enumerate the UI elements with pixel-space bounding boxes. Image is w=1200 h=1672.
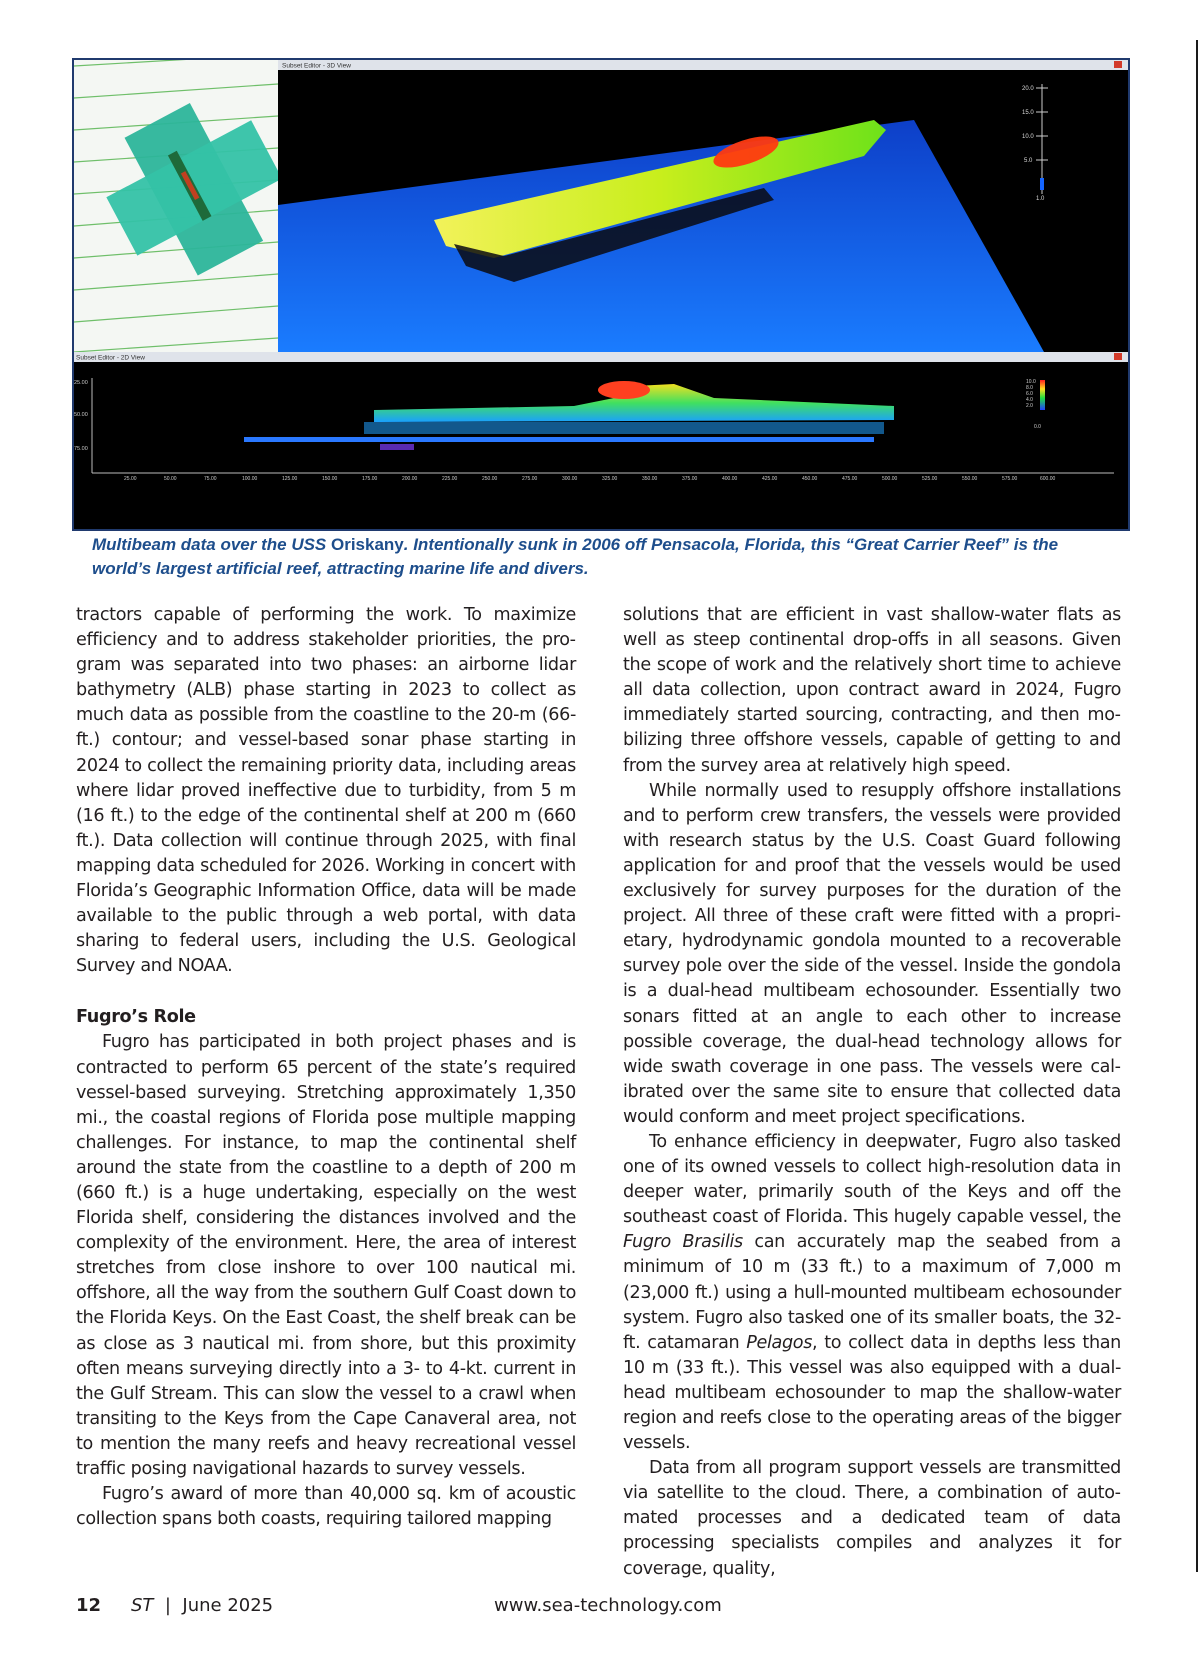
svg-text:150.00: 150.00 (322, 476, 338, 482)
article-column-left (76, 603, 576, 1532)
svg-text:600.00: 600.00 (1040, 476, 1056, 482)
svg-text:325.00: 325.00 (602, 476, 618, 482)
svg-text:20.0: 20.0 (1022, 86, 1034, 92)
svg-text:5.0: 5.0 (1024, 158, 1033, 164)
caption-ship-name: Oriskany (331, 535, 404, 554)
island-profile (598, 381, 650, 399)
paragraph: Data from all program support vessels are transmitted via satellite to the cloud. There, a combination of automated processes and a dedicated team of data processing specialists compiles and analyzes it for coverage, quality, (623, 1458, 1121, 1579)
2d-view-panel (74, 352, 1128, 529)
paragraph: tractors capable of performing the work. To maximize efficiency and to address stakeholder priorities, the program was separated into two phases: an airborne lidar bathymetry (ALB) phase starting in 2023 to collect as much data as possible from the coastline to the 20-m (66-ft.) contour; and vessel-based sonar phase starting in 2024 to collect the remaining priority data, including areas where lidar proved ineffective due to turbidity, from 5 m (16 ft.) to the edge of the continental shelf at 200 m (660 ft.). Data collection will continue through 2025, with final mapping data scheduled for 2026. Working in concert with Florida’s Geographic Information Office, data will be made available to the public through a web portal, with data sharing to federal users, including the U.S. Geological Survey and NOAA. (76, 605, 576, 977)
vessel-name: Pelagos (746, 1332, 813, 1353)
figure-graphic (74, 60, 1128, 529)
3d-view-title: Subset Editor - 3D View (282, 62, 351, 70)
page-edge-rule (1196, 40, 1198, 1572)
svg-text:500.00: 500.00 (882, 476, 898, 482)
svg-text:8.0: 8.0 (1026, 385, 1033, 391)
svg-text:100.00: 100.00 (242, 476, 258, 482)
3d-view-panel (278, 60, 1128, 352)
svg-text:75.00: 75.00 (74, 446, 88, 452)
svg-text:50.00: 50.00 (74, 412, 88, 418)
vessel-name: Fugro Brasilis (623, 1232, 743, 1253)
figure-caption: Multibeam data over the USS Oriskany. Intentionally sunk in 2006 off Pensacola, Florida, this “Great Carrier Reef” is the world’s largest artificial reef, attracting marine life and divers. (92, 535, 1059, 578)
svg-text:425.00: 425.00 (762, 476, 778, 482)
svg-text:25.00: 25.00 (74, 380, 88, 386)
paragraph: Fugro has participated in both project phases and is contracted to perform 65 percent of the state’s required vessel-based surveying. Stretching approximately 1,350 mi., the coastal regions of Florida pose multiple mapping challenges. For instance, to map the continental shelf around the state from the coastline to a depth of 200 m (660 ft.) is a huge undertaking, especially on the west Florida shelf, considering the distances involved and the complexity of the environment. Here, the area of interest stretches from close inshore to over 100 nautical mi. offshore, all the way from the southern Gulf Coast down to the Florida Keys. On the East Coast, the shelf break can be as close as 3 nautical mi. from shore, but this proximity often means surveying directly into a 3- to 4-kt. current in the Gulf Stream. This can slow the vessel to a crawl when transiting to the Keys from the Cape Canaveral area, not to mention the many reefs and heavy recreational vessel traffic posing navigational hazards to survey vessels. (76, 1032, 576, 1479)
svg-text:275.00: 275.00 (522, 476, 538, 482)
article-column-right (623, 603, 1121, 1582)
svg-text:1.0: 1.0 (1036, 196, 1045, 202)
2d-view-title: Subset Editor - 2D View (76, 354, 145, 362)
svg-text:400.00: 400.00 (722, 476, 738, 482)
svg-text:75.00: 75.00 (204, 476, 217, 482)
close-icon[interactable] (1114, 353, 1122, 360)
svg-text:200.00: 200.00 (402, 476, 418, 482)
page-footer (76, 1595, 1126, 1625)
multibeam-figure (72, 58, 1130, 531)
svg-text:525.00: 525.00 (922, 476, 938, 482)
svg-text:250.00: 250.00 (482, 476, 498, 482)
svg-text:375.00: 375.00 (682, 476, 698, 482)
overview-panel (74, 60, 304, 352)
paragraph: To enhance efficiency in deepwater, Fugro also tasked one of its owned vessels to collect high-resolution data in deeper water, primarily south of the Keys and off the southeast coast of Florida. This hugely capable vessel, the Fugro Brasilis can accurately map the seabed from a minimum of 10 m (33 ft.) to a maximum of 7,000 m (23,000 ft.) using a hull-mounted multibeam echosounder system. Fugro also tasked one of its smaller boats, the 32-ft. catamaran Pelagos, to collect data in depths less than 10 m (33 ft.). This vessel was also equipped with a dual-head multibeam echosounder to map the shallow-water region and reefs close to the operating areas of the bigger vessels. (623, 1131, 1121, 1454)
svg-text:10.0: 10.0 (1026, 379, 1036, 385)
paragraph: Fugro’s award of more than 40,000 sq. km of acoustic collection spans both coasts, requiring tailored mapping (76, 1484, 576, 1530)
svg-text:4.0: 4.0 (1026, 397, 1033, 403)
svg-text:6.0: 6.0 (1026, 391, 1033, 397)
svg-text:475.00: 475.00 (842, 476, 858, 482)
svg-text:225.00: 225.00 (442, 476, 458, 482)
svg-text:175.00: 175.00 (362, 476, 378, 482)
svg-text:550.00: 550.00 (962, 476, 978, 482)
seafloor-profile (244, 437, 874, 442)
svg-text:2.0: 2.0 (1026, 403, 1033, 409)
svg-text:50.00: 50.00 (164, 476, 177, 482)
page-number: 12 (76, 1595, 102, 1616)
svg-text:575.00: 575.00 (1002, 476, 1018, 482)
svg-text:10.0: 10.0 (1022, 134, 1034, 140)
section-heading: Fugro’s Role (76, 1007, 196, 1028)
svg-text:450.00: 450.00 (802, 476, 818, 482)
svg-text:125.00: 125.00 (282, 476, 298, 482)
paragraph: While normally used to resupply offshore installations and to perform crew transfers, the vessels were provided with research status by the U.S. Coast Guard following application for and proof that the vessels would be used exclusively for survey purposes for the duration of the project. All three of these craft were fitted with a proprietary, hydrodynamic gondola mounted to a recoverable survey pole over the side of the vessel. Inside the gondola is a dual-head multibeam echosounder. Essentially two sonars fitted at an angle to each other to increase possible coverage, the dual-head technology allows for wide swath coverage in one pass. The vessels were calibrated over the same site to ensure that collected data would conform and meet project specifications. (623, 780, 1121, 1127)
svg-text:300.00: 300.00 (562, 476, 578, 482)
svg-text:15.0: 15.0 (1022, 110, 1034, 116)
magazine-issue: ST | June 2025 (131, 1595, 274, 1616)
svg-text:25.00: 25.00 (124, 476, 137, 482)
svg-text:0.0: 0.0 (1034, 424, 1041, 430)
svg-text:350.00: 350.00 (642, 476, 658, 482)
website-link[interactable]: www.sea-technology.com (494, 1595, 722, 1616)
paragraph: solutions that are efficient in vast shallow-water flats as well as steep continental drop-offs in all seasons. Given the scope of work and the relatively short time to achieve all data collection, upon contract award in 2024, Fugro immediately started sourcing, contracting, and then mobilizing three offshore vessels, capable of getting to and from the survey area at relatively high speed. (623, 605, 1121, 776)
close-icon[interactable] (1114, 61, 1122, 68)
